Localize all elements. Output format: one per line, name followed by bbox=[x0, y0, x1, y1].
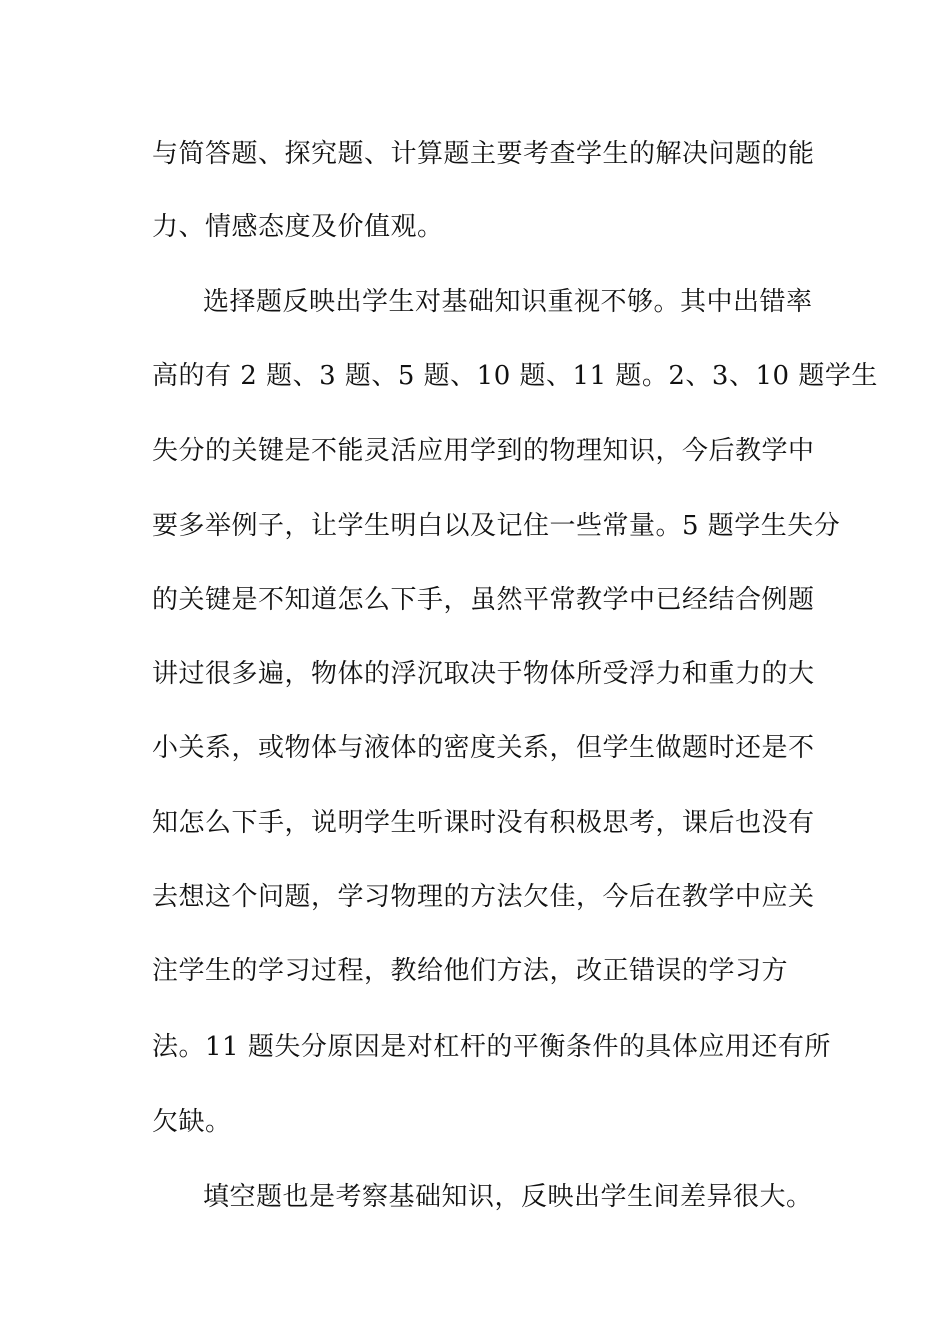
paragraph-line: 法。11 题失分原因是对杠杆的平衡条件的具体应用还有所 bbox=[152, 1032, 831, 1062]
paragraph-line: 要多举例子，让学生明白以及记住一些常量。5 题学生失分 bbox=[152, 511, 841, 541]
paragraph-line: 力、情感态度及价值观。 bbox=[152, 212, 444, 242]
paragraph-line: 失分的关键是不能灵活应用学到的物理知识，今后教学中 bbox=[152, 436, 815, 466]
paragraph-first-line: 填空题也是考察基础知识，反映出学生间差异很大。 bbox=[203, 1182, 813, 1212]
paragraph-line: 与简答题、探究题、计算题主要考查学生的解决问题的能 bbox=[152, 139, 815, 169]
paragraph-first-line: 选择题反映出学生对基础知识重视不够。其中出错率 bbox=[203, 287, 813, 317]
paragraph-line: 的关键是不知道怎么下手，虽然平常教学中已经结合例题 bbox=[152, 585, 815, 615]
paragraph-line: 欠缺。 bbox=[152, 1107, 232, 1137]
paragraph-line: 去想这个问题，学习物理的方法欠佳，今后在教学中应关 bbox=[152, 882, 815, 912]
paragraph-line: 小关系，或物体与液体的密度关系，但学生做题时还是不 bbox=[152, 733, 815, 763]
paragraph-line: 高的有 2 题、3 题、5 题、10 题、11 题。2、3、10 题学生 bbox=[152, 361, 878, 391]
paragraph-line: 讲过很多遍，物体的浮沉取决于物体所受浮力和重力的大 bbox=[152, 659, 815, 689]
paragraph-line: 知怎么下手，说明学生听课时没有积极思考，课后也没有 bbox=[152, 808, 815, 838]
paragraph-line: 注学生的学习过程，教给他们方法，改正错误的学习方 bbox=[152, 956, 789, 986]
